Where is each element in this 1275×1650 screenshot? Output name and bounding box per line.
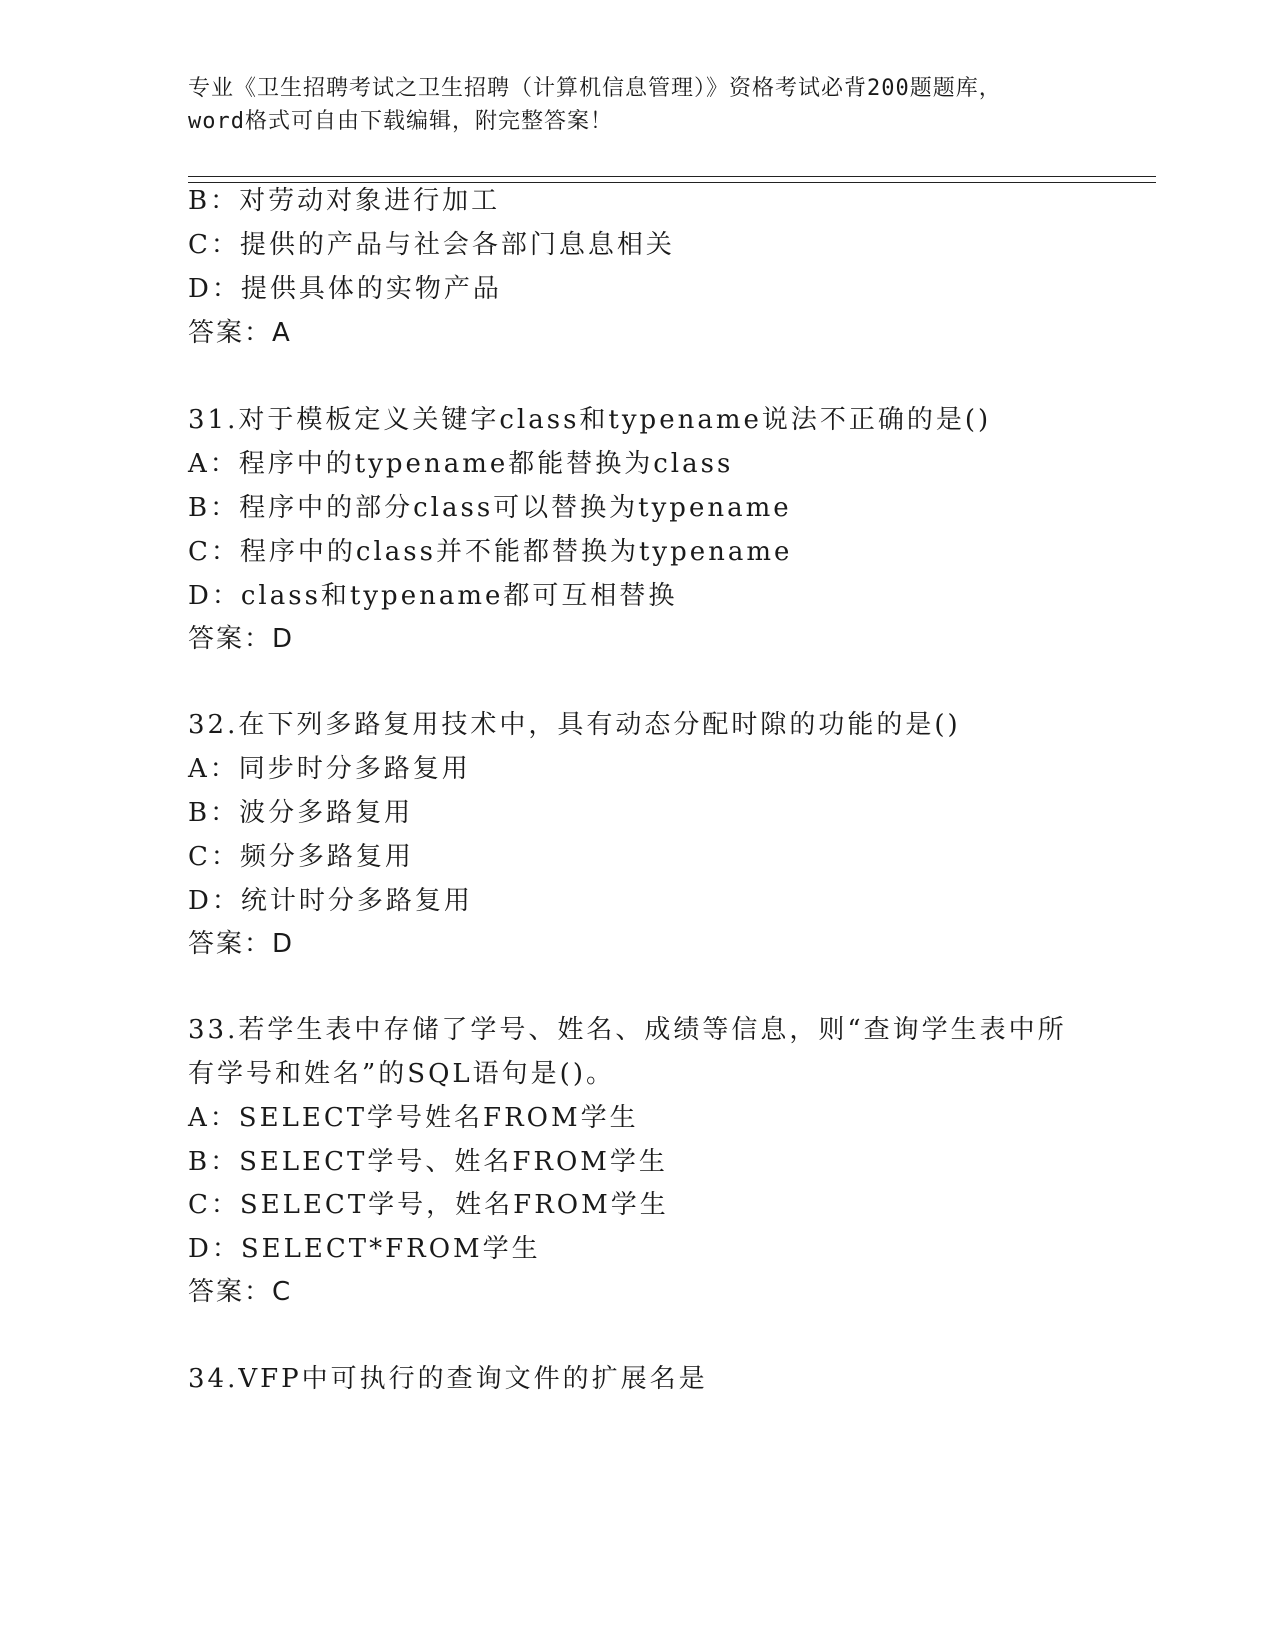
option-c: C：SELECT学号，姓名FROM学生 bbox=[188, 1190, 669, 1220]
question-stem: 32.在下列多路复用技术中，具有动态分配时隙的功能的是() bbox=[188, 710, 961, 740]
option-b: B：程序中的部分class可以替换为typename bbox=[188, 493, 792, 523]
option-c: C：提供的产品与社会各部门息息相关 bbox=[188, 230, 675, 260]
answer-label: 答案：C bbox=[188, 1277, 293, 1307]
option-c: C：频分多路复用 bbox=[188, 842, 414, 872]
option-a: A：程序中的typename都能替换为class bbox=[188, 449, 734, 479]
header-title-line-1: 专业《卫生招聘考试之卫生招聘（计算机信息管理）》资格考试必背200题题库， bbox=[188, 76, 1002, 101]
answer-label: 答案：D bbox=[188, 929, 295, 959]
option-b: B：对劳动对象进行加工 bbox=[188, 186, 501, 216]
answer-label: 答案：A bbox=[188, 318, 292, 348]
question-stem: 31.对于模板定义关键字class和typename说法不正确的是() bbox=[188, 405, 992, 435]
option-b: B：SELECT学号、姓名FROM学生 bbox=[188, 1147, 668, 1177]
option-d: D：统计时分多路复用 bbox=[188, 886, 473, 916]
option-a: A：同步时分多路复用 bbox=[188, 754, 471, 784]
option-d: D：SELECT*FROM学生 bbox=[188, 1234, 541, 1264]
option-a: A：SELECT学号姓名FROM学生 bbox=[188, 1103, 639, 1133]
option-d: D：class和typename都可互相替换 bbox=[188, 581, 678, 611]
question-stem-line-1: 33.若学生表中存储了学号、姓名、成绩等信息，则“查询学生表中所 bbox=[188, 1015, 1067, 1045]
header-title-line-2: word格式可自由下载编辑，附完整答案！ bbox=[188, 109, 613, 134]
option-c: C：程序中的class并不能都替换为typename bbox=[188, 537, 793, 567]
question-stem: 34.VFP中可执行的查询文件的扩展名是 bbox=[188, 1364, 708, 1394]
header-divider-top bbox=[188, 176, 1156, 177]
document-header bbox=[188, 72, 1088, 138]
question-stem-line-2: 有学号和姓名”的SQL语句是()。 bbox=[188, 1059, 615, 1089]
answer-label: 答案：D bbox=[188, 624, 295, 654]
option-b: B：波分多路复用 bbox=[188, 798, 414, 828]
header-divider-bottom bbox=[188, 182, 1156, 183]
option-d: D：提供具体的实物产品 bbox=[188, 274, 502, 304]
